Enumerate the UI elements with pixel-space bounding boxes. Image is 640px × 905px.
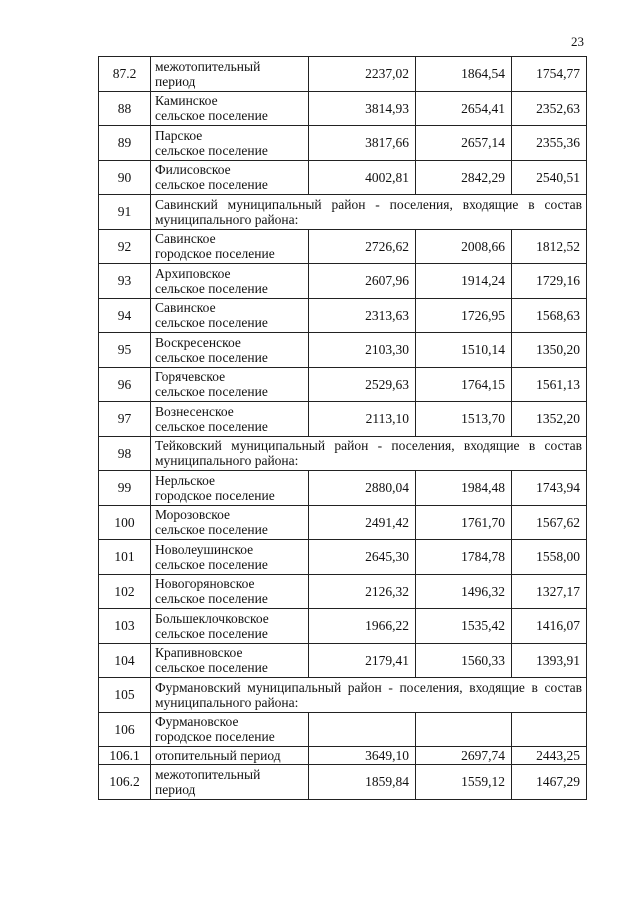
row-number: 88 [99,91,151,126]
value-col-2: 1559,12 [416,765,512,800]
value-col-3: 2443,25 [512,747,587,765]
settlement-name-line: Савинское [155,231,216,246]
settlement-name [151,91,309,126]
value-col-3: 1561,13 [512,367,587,402]
table-row [99,643,587,678]
value-col-3: 1754,77 [512,57,587,92]
settlement-name-line: Каминское [155,93,218,108]
table-row [99,765,587,800]
value-col-1: 1859,84 [309,765,416,800]
value-col-1: 3814,93 [309,91,416,126]
settlement-name-line: Вознесенское [155,403,234,419]
value-col-3: 1416,07 [512,609,587,644]
settlement-name [151,264,309,299]
value-col-1: 2113,10 [309,402,416,437]
value-col-2: 1510,14 [416,333,512,368]
row-number: 102 [99,574,151,609]
value-col-3: 1568,63 [512,298,587,333]
value-col-3: 1467,29 [512,765,587,800]
table-row [99,402,587,437]
settlement-name-line: сельское поселение [155,660,268,676]
settlement-name-line: отопительный период [155,748,281,763]
row-number: 103 [99,609,151,644]
settlement-name-line: Архиповское [155,265,231,281]
settlement-name-line: период [155,782,196,797]
settlement-name [151,643,309,678]
value-col-2: 2842,29 [416,160,512,195]
settlement-name [151,229,309,264]
table-row [99,471,587,506]
value-col-1: 2179,41 [309,643,416,678]
value-col-1: 2237,02 [309,57,416,92]
settlement-name-line: сельское поселение [155,556,268,572]
settlement-name-line: сельское поселение [155,280,268,296]
value-col-3: 1743,94 [512,471,587,506]
table-body [99,57,587,800]
value-col-1: 2645,30 [309,540,416,575]
district-header: Савинский муниципальный район - поселения, входящие в состав муниципального района: [151,195,587,230]
value-col-2: 2008,66 [416,229,512,264]
table-row [99,195,587,230]
value-col-1: 2103,30 [309,333,416,368]
table-row [99,160,587,195]
settlement-name [151,540,309,575]
value-col-3: 2352,63 [512,91,587,126]
settlement-name-line: сельское поселение [155,625,268,641]
row-number: 106 [99,712,151,747]
value-col-1: 2726,62 [309,229,416,264]
row-number: 101 [99,540,151,575]
settlement-name-line: Крапивновское [155,645,243,660]
table-row [99,298,587,333]
settlement-name-line: Воскресенское [155,334,241,350]
value-col-1: 2126,32 [309,574,416,609]
value-col-3: 2540,51 [512,160,587,195]
value-col-2: 1560,33 [416,643,512,678]
settlement-name-line: сельское поселение [155,591,268,607]
table-row [99,367,587,402]
table-row [99,712,587,747]
value-col-2: 1535,42 [416,609,512,644]
settlement-name-line: Нерльское [155,472,215,488]
value-col-3: 1812,52 [512,229,587,264]
settlement-name-line: Новолеушинское [155,541,254,557]
value-col-3: 2355,36 [512,126,587,161]
value-col-2: 1761,70 [416,505,512,540]
value-col-2: 1784,78 [416,540,512,575]
settlement-name-line: сельское поселение [155,315,268,331]
value-col-1: 2529,63 [309,367,416,402]
settlement-name-line: межотопительный [155,58,261,74]
table-row [99,574,587,609]
value-col-2: 1726,95 [416,298,512,333]
settlement-name-line: сельское поселение [155,108,268,124]
value-col-1: 2491,42 [309,505,416,540]
district-header: Тейковский муниципальный район - поселения, входящие в состав муниципального района: [151,436,587,471]
settlement-name [151,57,309,92]
table-row [99,540,587,575]
district-header: Фурмановский муниципальный район - поселения, входящие в состав муниципального района: [151,678,587,713]
row-number: 104 [99,643,151,678]
value-col-2: 1864,54 [416,57,512,92]
settlement-name-line: сельское поселение [155,418,268,434]
row-number: 99 [99,471,151,506]
settlement-name [151,712,309,747]
row-number: 90 [99,160,151,195]
value-col-3: 1350,20 [512,333,587,368]
settlement-name [151,160,309,195]
settlement-name-line: городское поселение [155,487,275,503]
settlement-name [151,333,309,368]
tariff-table [98,56,587,800]
row-number: 105 [99,678,151,713]
row-number: 89 [99,126,151,161]
value-col-3 [512,712,587,747]
settlement-name-line: сельское поселение [155,522,268,538]
value-col-1: 2313,63 [309,298,416,333]
settlement-name [151,574,309,609]
page-number: 23 [571,34,584,49]
settlement-name [151,126,309,161]
value-col-3: 1558,00 [512,540,587,575]
value-col-3: 1567,62 [512,505,587,540]
settlement-name-line: Горячевское [155,369,226,384]
settlement-name [151,402,309,437]
settlement-name [151,747,309,765]
settlement-name [151,367,309,402]
settlement-name-line: сельское поселение [155,384,268,400]
table-row [99,57,587,92]
value-col-1: 3649,10 [309,747,416,765]
row-number: 96 [99,367,151,402]
table-row [99,436,587,471]
settlement-name-line: городское поселение [155,729,275,745]
value-col-2: 1764,15 [416,367,512,402]
value-col-1: 2880,04 [309,471,416,506]
table-row [99,91,587,126]
value-col-2: 1914,24 [416,264,512,299]
value-col-2 [416,712,512,747]
value-col-1: 4002,81 [309,160,416,195]
table-row [99,333,587,368]
value-col-2: 1513,70 [416,402,512,437]
settlement-name-line: Парское [155,127,203,143]
value-col-2: 2697,74 [416,747,512,765]
value-col-2: 2654,41 [416,91,512,126]
table-row [99,229,587,264]
row-number: 87.2 [99,57,151,92]
settlement-name [151,505,309,540]
settlement-name-line: Савинское [155,300,216,315]
table-row [99,678,587,713]
settlement-name-line: сельское поселение [155,177,268,193]
table-row [99,264,587,299]
settlement-name-line: межотопительный [155,766,261,782]
row-number: 93 [99,264,151,299]
value-col-3: 1729,16 [512,264,587,299]
settlement-name-line: Филисовское [155,162,231,177]
settlement-name-line: Большеклочковское [155,610,269,626]
row-number: 97 [99,402,151,437]
table-row [99,505,587,540]
settlement-name-line: Фурмановское [155,714,239,729]
row-number: 95 [99,333,151,368]
row-number: 106.1 [99,747,151,765]
table-row [99,609,587,644]
value-col-2: 1496,32 [416,574,512,609]
settlement-name-line: сельское поселение [155,349,268,365]
row-number: 106.2 [99,765,151,800]
settlement-name-line: период [155,73,196,89]
settlement-name-line: городское поселение [155,246,275,262]
value-col-1: 3817,66 [309,126,416,161]
value-col-3: 1327,17 [512,574,587,609]
settlement-name-line: Новогоряновское [155,576,255,591]
row-number: 91 [99,195,151,230]
value-col-2: 2657,14 [416,126,512,161]
settlement-name [151,765,309,800]
table-row [99,126,587,161]
value-col-3: 1393,91 [512,643,587,678]
settlement-name [151,609,309,644]
settlement-name-line: сельское поселение [155,142,268,158]
table-row [99,747,587,765]
value-col-1: 1966,22 [309,609,416,644]
settlement-name [151,471,309,506]
settlement-name [151,298,309,333]
row-number: 98 [99,436,151,471]
value-col-3: 1352,20 [512,402,587,437]
row-number: 94 [99,298,151,333]
value-col-1 [309,712,416,747]
value-col-2: 1984,48 [416,471,512,506]
value-col-1: 2607,96 [309,264,416,299]
row-number: 100 [99,505,151,540]
settlement-name-line: Морозовское [155,507,230,522]
row-number: 92 [99,229,151,264]
